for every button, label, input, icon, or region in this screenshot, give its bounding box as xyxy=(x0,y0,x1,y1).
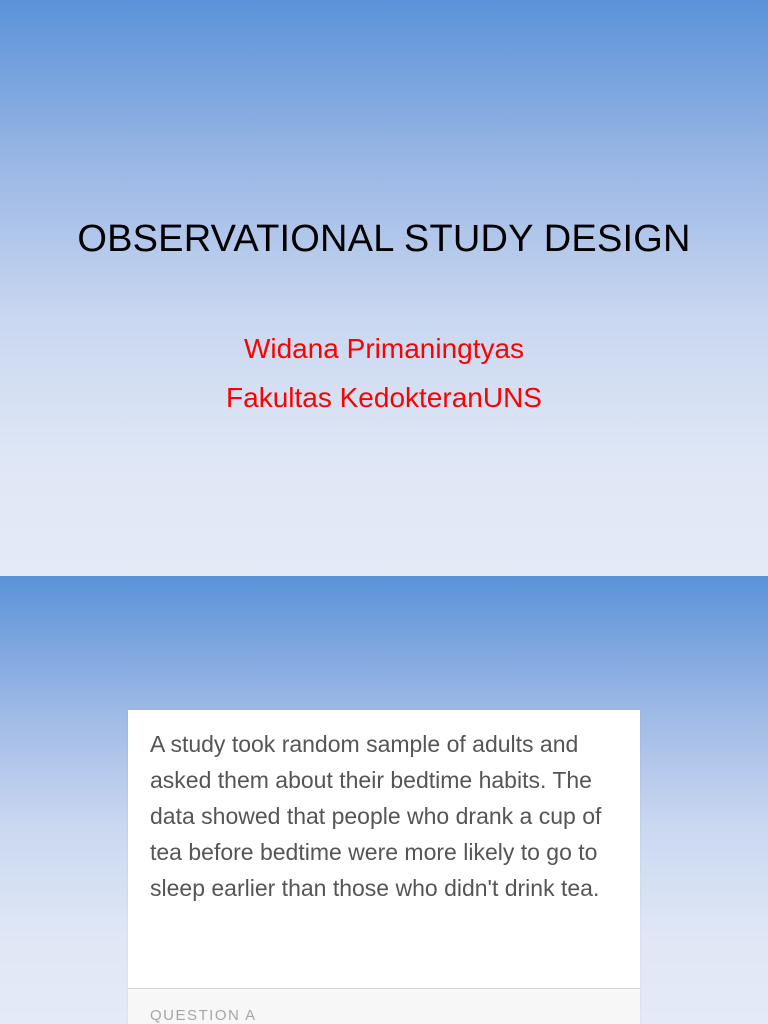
slide-title: OBSERVATIONAL STUDY DESIGN xyxy=(77,218,691,260)
author-name: Widana Primaningtyas xyxy=(243,333,525,364)
question-card xyxy=(128,710,640,1024)
content-slide xyxy=(0,576,768,1024)
card-footer xyxy=(128,989,640,1024)
question-text: A study took random sample of adults and asked them about their bedtime habits. The data showed that people who drank a cup of tea before bedtime were more likely to go to sleep earlier than those who didn't drink tea. xyxy=(150,731,602,901)
affiliation: Fakultas KedokteranUNS xyxy=(226,382,542,413)
question-label: QUESTION A xyxy=(150,1007,257,1024)
